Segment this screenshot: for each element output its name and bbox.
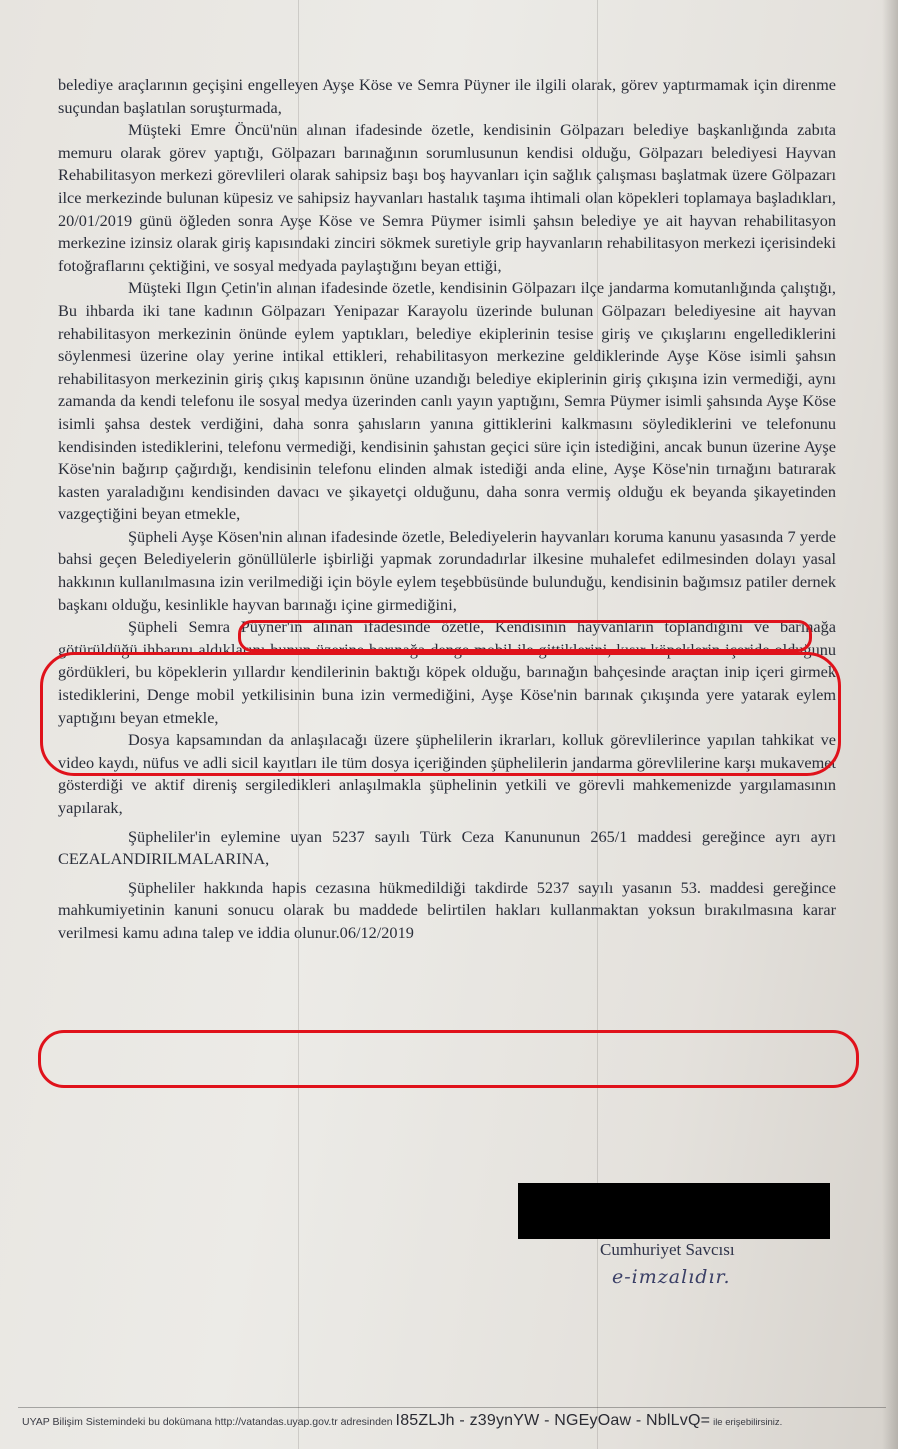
paragraph-evaluation: Dosya kapsamından da anlaşılacağı üzere şüphelilerin ikrarları, kolluk görevlilerince yapılan tahkikat ve video kaydı, nüfus ve adli sicil kayıtları ile tüm dosya içeriğinden şüphelilerin jandarma görevlilerine karşı mukavemet gösterdiği ve aktif direniş sergiledikleri anlaşılmakla şüphelinin yetkili ve görevli mahkemenizde yargılamasının yapılarak, [58, 730, 836, 817]
uyap-footer [22, 1412, 892, 1436]
redacted-signature-block [518, 1183, 830, 1239]
signature-esign: e-imzalıdır. [612, 1266, 731, 1288]
paragraph-request-punishment: Şüpheliler'in eylemine uyan 5237 sayılı Türk Ceza Kanununun 265/1 maddesi gereğince ayrı ayrı CEZALANDIRILMALARINA, [58, 826, 836, 869]
paragraph-suspect-ayse: Şüpheli Ayşe Kösen'nin alınan ifadesinde özetle, Belediyelerin hayvanları koruma kanunu yasasında 7 yerde bahsi geçen Belediyelerin gönüllülerle işbirliği yapmak zorundadırlar ilkesine muhalefet edilmesinden dolayı yasal hakkının kullanılmasına izin verilmediği için böyle eylem teşebbüsünde bulunduğu, kendisinin bağımsız patiler dernek başkanı olduğu, kesinlikle hayvan barınağı içine girmediğini, [58, 526, 836, 614]
signature-title: Cumhuriyet Savcısı [600, 1240, 735, 1259]
footer-verification-code: I85ZLJh - z39ynYW - NGEyOaw - NblLvQ= [395, 1412, 711, 1429]
document-body [58, 74, 836, 945]
paragraph-complainant-emre: Müşteki Emre Öncü'nün alınan ifadesinde özetle, kendisinin Gölpazarı belediye başkanlığında zabıta memuru olarak görev yaptığı, Gölpazarı barınağının sorumlusunun kendisi olduğu, Gölpazarı belediyesi Hayvan Rehabilitasyon merkezi görevlileri olarak sahipsiz başı boş hayvanları için sağlık çalışması başlatmak üzere Gölpazarı ilce merkezinde bulunan küpesiz ve sahipsiz hayvanları hastalık taşıma ihtimali olan köpekleri toplamaya başladıkları, 20/01/2019 günü öğleden sonra Ayşe Köse ve Semra Püymer isimli şahsın belediye ye ait hayvan rehabilitasyon merkezine izinsiz olarak giriş kapısındaki zinciri sökmek suretiyle grip hayvanların rehabilitasyon merkezi içerisindeki fotoğraflarını çektiğini, ve sosyal medyada paylaştığını beyan ettiği, [58, 120, 836, 275]
paragraph-request-rights: Şüpheliler hakkında hapis cezasına hükmedildiği takdirde 5237 sayılı yasanın 53. maddesi gereğince mahkumiyetinin kanuni sonucu olarak bu maddede belirtilen hakları kullanmaktan yoksun bırakılmasına karar verilmesi kamu adına talep ve iddia olunur.06/12/2019 [58, 877, 836, 942]
paragraph-suspect-semra: Şüpheli Semra Püyner'in alınan ifadesinde özetle, Kendisinin hayvanların toplandığını ve barınağa götürüldüğü ihbarını aldıklarını bunun üzerine barınağa denge mobil ile gittiklerini, kısır köpeklerin içeride olduğunu gördükleri, bu köpeklerin yıllardır kendilerinin baktığı köpek olduğu, barınağın bahçesinde araçtan inip içeri girmek istediklerini, Denge mobil yetkilisinin buna izin vermediğini, Ayşe Köse'nin barınak çıkışında yere yatarak eylem yaptığını beyan etmekle, [58, 617, 836, 727]
paragraph-intro: belediye araçlarının geçişini engelleyen Ayşe Köse ve Semra Püyner ile ilgili olarak, görev yaptırmamak için direnme suçundan başlatılan soruşturmada, [58, 75, 836, 117]
page-edge-shadow [882, 0, 898, 1449]
red-highlight-suspect-statement [40, 652, 841, 776]
paragraph-complainant-ilgin: Müşteki Ilgın Çetin'in alınan ifadesinde özetle, kendisinin Gölpazarı ilçe jandarma komutanlığında çalıştığı, Bu ihbarda iki tane kadının Gölpazarı Yenipazar Karayolu üzerinde bulunan Gölpazarı belediyesine ait hayvan rehabilitasyon merkezinin önünde eylem yaptıkları, belediye ekiplerinin tesise giriş ve çıkışlarını engellediklerini söylenmesi üzerine olay yerine intikal ettikleri, rehabilitasyon merkezine geldiklerinde Ayşe Köse isimli şahsın rehabilitasyon merkezinin giriş çıkış kapısının önüne uzandığı belediye ekiplerinin giriş çıkışına izin vermediği, aynı zamanda da kendi telefonu ile sosyal medya üzerinden canlı yayın yaptığını, Semra Püymer isimli şahsında Ayşe Köse isimli şahsa destek verdiğini, daha sonra şahısların yanına gittiklerini kalkmasını söylediklerini ve telefonunu kendisinden istediklerini, telefonu vermediği, kendisinin şahıstan geçici süre için istediğini, ancak bunun üzerine Ayşe Köse'nin bağırıp çağırdığı, kendisinin telefonu elinden almak istediği anda eline, Ayşe Köse'nin tırnağını batırarak kasten yaraladığını kendisinden davacı ve şikayetçi olduğunu, daha sonra vermiş olduğu ek beyanda şikayetinden vazgeçtiğini beyan etmekle, [58, 278, 836, 524]
footer-lead: UYAP Bilişim Sistemindeki bu dokümana http://vatandas.uyap.gov.tr adresinden [22, 1416, 393, 1428]
footer-tail: ile erişebilirsiniz. [713, 1417, 783, 1428]
footer-divider [18, 1407, 886, 1408]
red-highlight-punishment-request [38, 1030, 859, 1088]
red-highlight-complaint-withdrawn [238, 620, 812, 652]
